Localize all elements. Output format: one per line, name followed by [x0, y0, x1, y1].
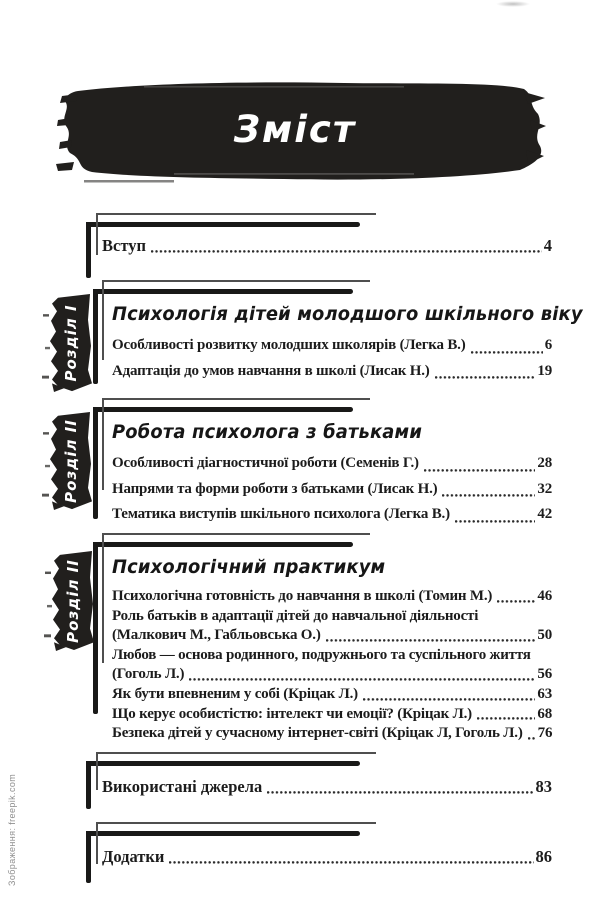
bracket-ornament [86, 222, 360, 227]
bracket-ornament [102, 533, 104, 663]
chapter-banner [42, 411, 96, 511]
bracket-ornament [102, 398, 370, 400]
toc-entry-title: Особливості розвитку молодших школярів (Легка В.) [112, 337, 466, 353]
bracket-ornament [93, 542, 353, 547]
contents-header-banner [54, 76, 546, 188]
toc-entry-title: Використані джерела [102, 777, 263, 796]
section-heading: Робота психолога з батьками [112, 421, 423, 443]
toc-entry-title-line1: Любов — основа родинного, подружнього та суспільного життя [112, 646, 531, 663]
bracket-ornament [96, 822, 376, 824]
toc-section-1 [61, 280, 583, 385]
toc-entry [112, 503, 552, 527]
dot-leader [151, 248, 542, 254]
bracket-ornament [102, 280, 104, 360]
toc-entry [112, 452, 552, 476]
page-number: 68 [537, 705, 552, 722]
page-number: 42 [537, 506, 552, 522]
bracket-ornament [86, 222, 91, 278]
dot-leader [435, 374, 536, 380]
section-heading: Психологія дітей молодшого шкільного віку [112, 303, 583, 325]
page-number: 28 [537, 455, 552, 471]
toc-block-intro [84, 213, 552, 257]
bracket-ornament [96, 213, 98, 255]
bracket-ornament [93, 289, 353, 294]
page-number: 6 [544, 337, 552, 353]
toc-entry-title-line1: Роль батьків в адаптації дітей до навчальної діяльності [112, 607, 479, 624]
toc-entry-title: (Гоголь Л.) [112, 666, 185, 683]
page-number: 50 [537, 627, 552, 644]
bracket-ornament [102, 533, 370, 535]
toc-block-appendix [84, 822, 552, 868]
toc-block-references [84, 752, 552, 798]
toc-entry [102, 822, 552, 868]
toc-entry-title: Особливості діагностичної роботи (Семенів Г.) [112, 455, 419, 471]
toc-entry-title: Вступ [102, 236, 146, 255]
page-number: 56 [537, 666, 552, 683]
dot-leader [477, 715, 535, 721]
dot-leader [455, 518, 536, 524]
bracket-ornament [86, 831, 360, 836]
page-number: 86 [535, 847, 552, 866]
bracket-ornament [86, 761, 360, 766]
page-number: 4 [543, 236, 552, 255]
bracket-ornament [86, 831, 91, 883]
section-heading: Психологічний практикум [112, 556, 386, 578]
toc-entry-title: Безпека дітей у сучасному інтернет-світі (Кріцак Л, Гоголь Л.) [112, 725, 523, 742]
page-title: Зміст [233, 107, 357, 151]
toc-entry [102, 752, 552, 798]
toc-entry-title: Додатки [102, 847, 165, 866]
toc-entry-title: Адаптація до умов навчання в школі (Лисак Н.) [112, 362, 430, 379]
dot-leader [471, 349, 543, 355]
bracket-ornament [102, 398, 104, 490]
toc-entry-title: Напрями та форми роботи з батьками (Лисак Н.) [112, 480, 438, 497]
toc-entry [112, 646, 552, 685]
toc-entry [112, 587, 552, 607]
toc-entry [112, 360, 552, 384]
chapter-label: Розділ II [63, 559, 82, 643]
page-number: 63 [537, 685, 552, 702]
toc-entry-title: Як бути впевненим у собі (Кріцак Л.) [112, 685, 358, 702]
dot-leader [326, 637, 536, 643]
page-number: 19 [537, 362, 552, 379]
dot-leader [189, 676, 535, 682]
dot-leader [528, 735, 536, 741]
toc-entry [112, 478, 552, 502]
dot-leader [267, 789, 533, 795]
toc-entry [112, 724, 552, 744]
page-number: 76 [537, 725, 553, 742]
bracket-ornament [96, 213, 376, 215]
toc-entry [112, 334, 552, 358]
chapter-banner [44, 550, 98, 652]
bracket-ornament [96, 822, 98, 864]
toc-entry-title: Що керує особистістю: інтелект чи емоції? (Кріцак Л.) [112, 705, 472, 722]
dot-leader [424, 467, 536, 473]
toc-entry [112, 705, 552, 725]
dot-leader [497, 598, 535, 604]
chapter-label: Розділ I [61, 304, 80, 382]
toc-entry-title: (Малкович М., Габльовська О.) [112, 627, 321, 644]
bracket-ornament [93, 407, 353, 412]
page-number: 46 [537, 588, 552, 604]
dot-leader [363, 696, 535, 702]
dot-leader [169, 859, 533, 865]
toc-entry [102, 213, 552, 257]
page-number: 32 [537, 480, 552, 497]
toc-entry-title: Тематика виступів шкільного психолога (Легка В.) [112, 506, 450, 522]
chapter-label: Розділ II [61, 419, 80, 503]
bracket-ornament [86, 761, 91, 809]
toc-section-2 [61, 398, 552, 529]
bracket-ornament [96, 752, 376, 754]
scan-smudge [496, 1, 530, 7]
chapter-banner [42, 293, 96, 393]
page-number: 83 [535, 777, 552, 796]
toc-section-3 [63, 533, 553, 744]
watermark-credit: Зображення: freepik.com [7, 773, 17, 886]
bracket-ornament [96, 752, 98, 790]
toc-entry [112, 607, 552, 646]
dot-leader [442, 492, 535, 498]
toc-entry-title: Психологічна готовність до навчання в школі (Томин М.) [112, 588, 493, 604]
bracket-ornament [102, 280, 370, 282]
toc-entry [112, 685, 552, 705]
